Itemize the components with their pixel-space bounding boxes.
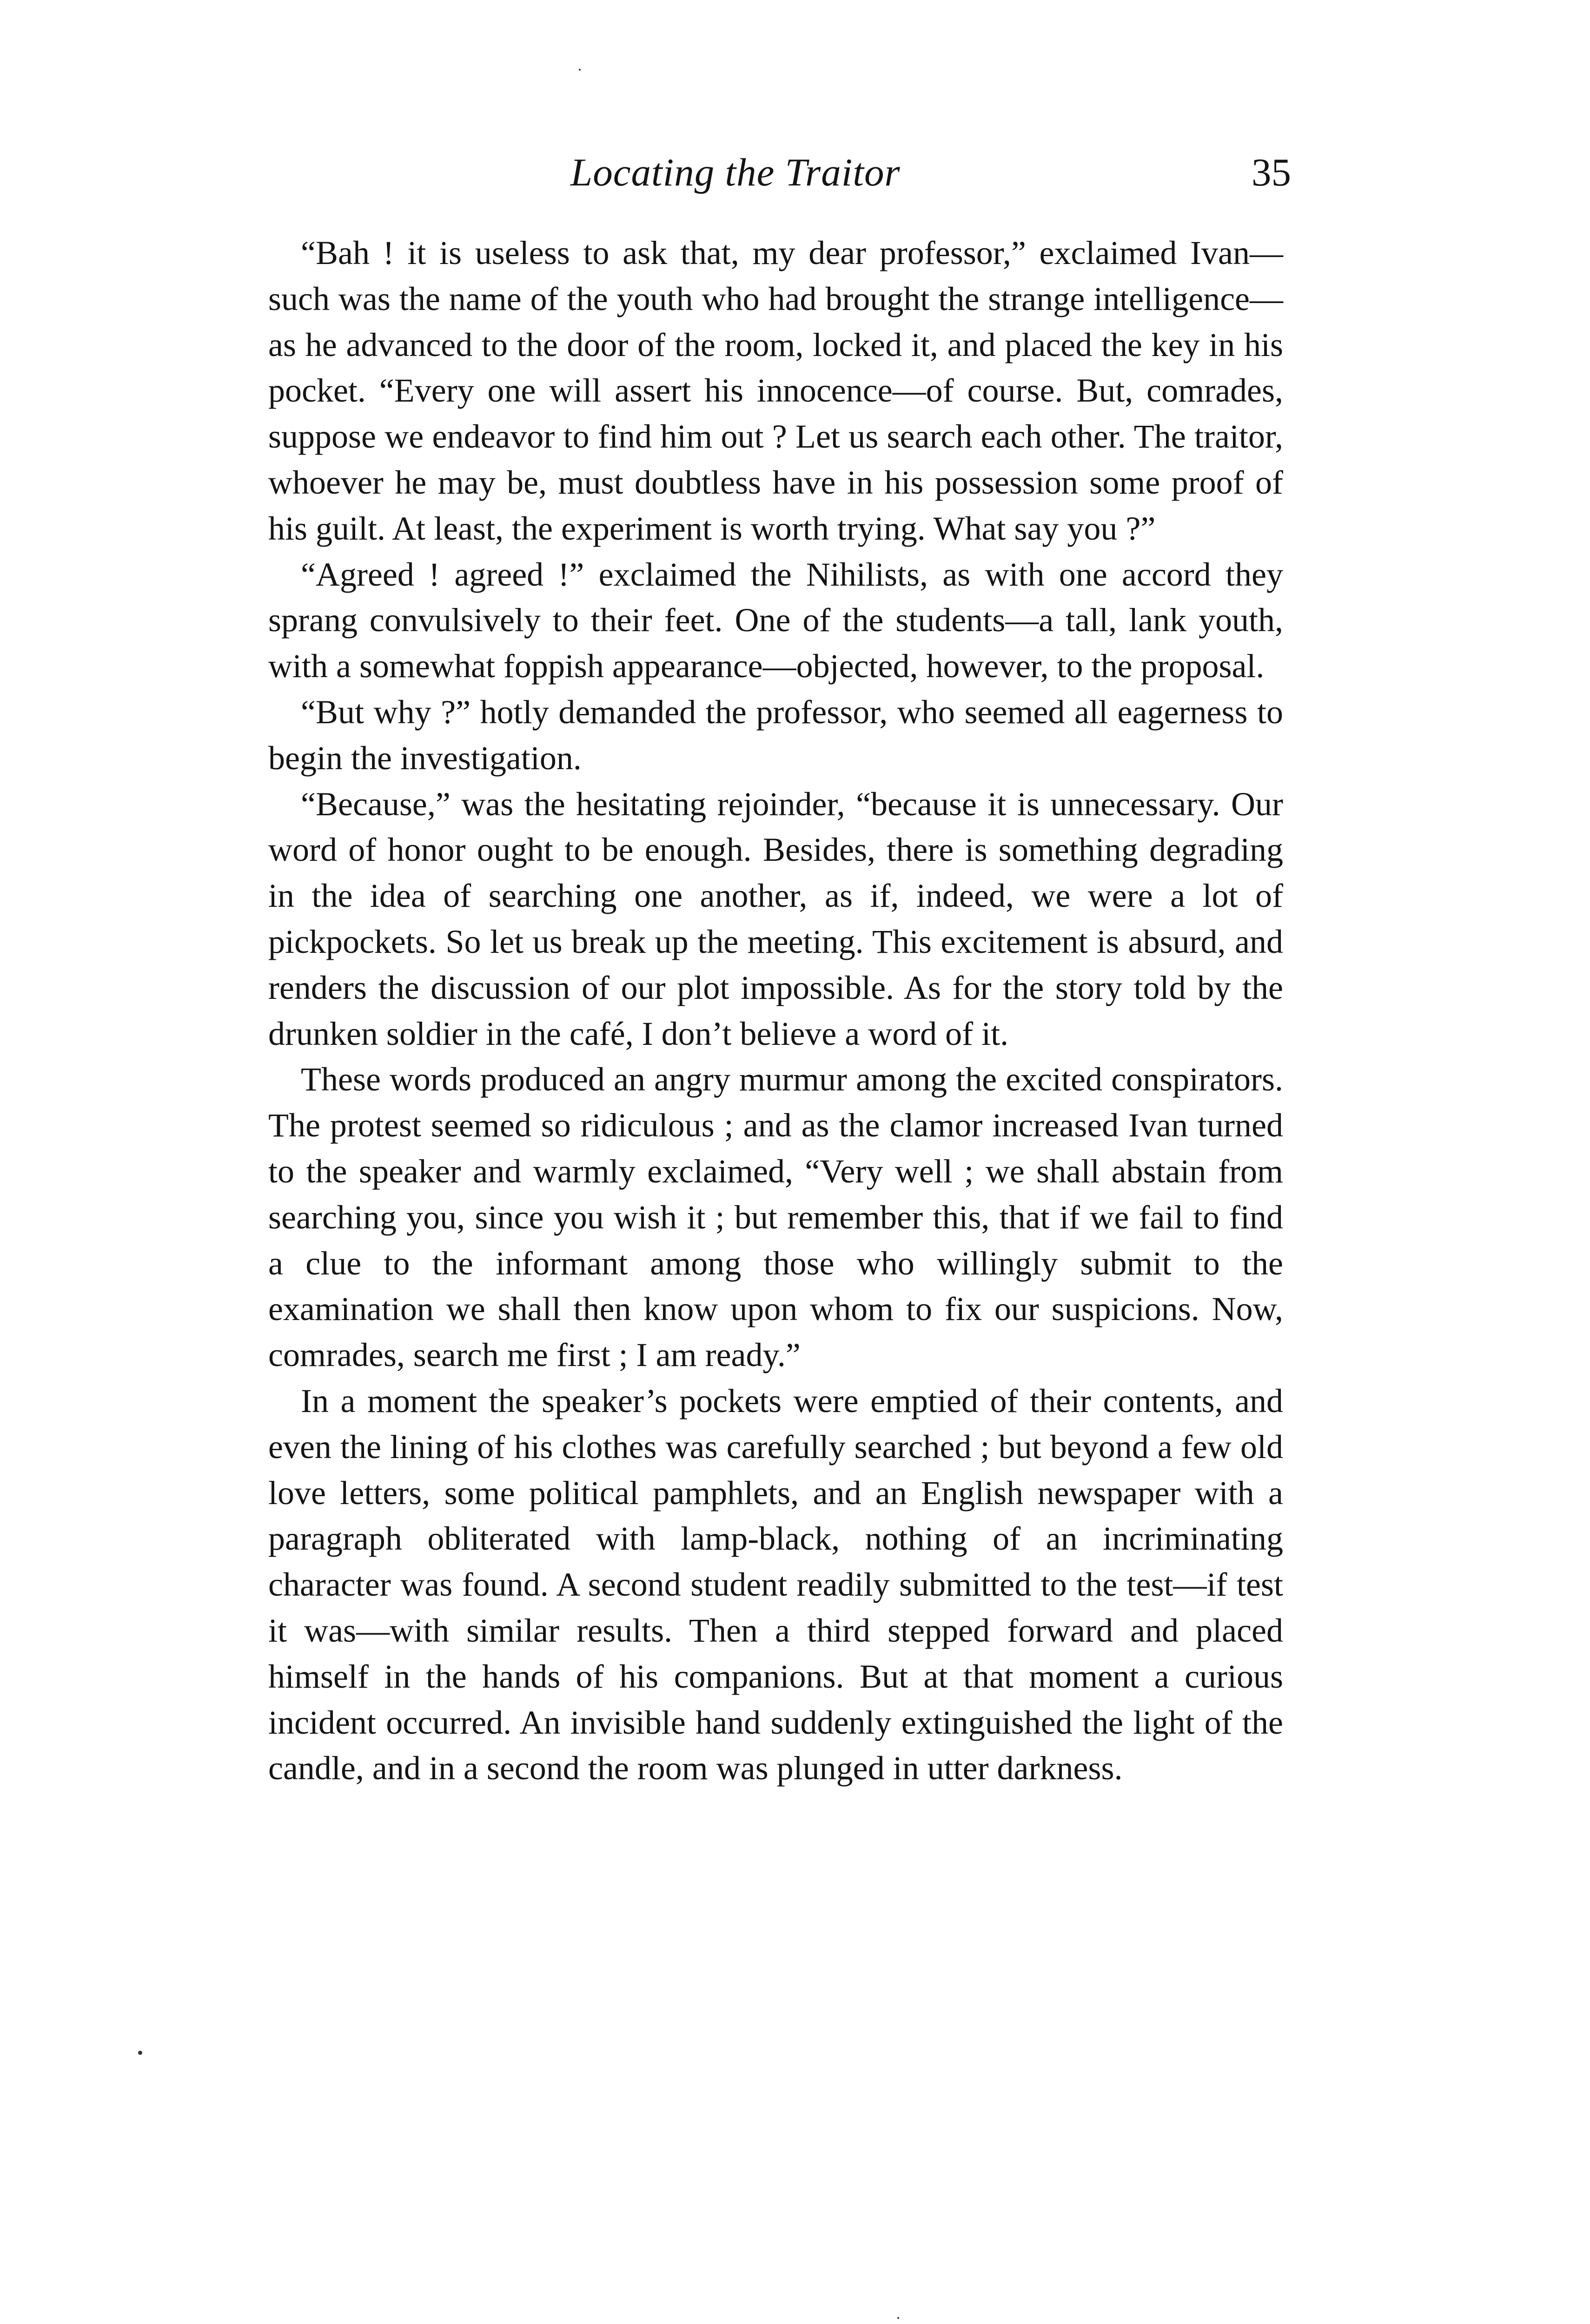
print-speck — [897, 2317, 899, 2319]
paragraph-5: These words produced an angry murmur among the excited conspirators. The protest seemed so ridiculous ; and as the clamor increased Ivan turned to the speaker and warmly exclaimed, “Very well ; we shall abstain from searching you, since you wish it ; but remember this, that if we fail to find a clue to the informant among those who willingly submit to the examination we shall then know upon whom to fix our suspicions. Now, comrades, search me first ; I am ready.” — [268, 1061, 1283, 1374]
body-text — [268, 230, 1283, 1791]
paragraph-4: “Because,” was the hesitating rejoinder, “because it is unnecessary. Our word of honor ought to be enough. Besides, there is something degrading in the idea of searching one another, as if, indeed, we were a lot of pickpockets. So let us break up the meeting. This excitement is absurd, and renders the discussion of our plot impossible. As for the story told by the drunken soldier in the café, I don’t believe a word of it. — [268, 785, 1283, 1052]
paragraph-2: “Agreed ! agreed !” exclaimed the Nihilists, as with one accord they sprang convulsively to their feet. One of the students—a tall, lank youth, with a somewhat foppish appearance—objected, however, to the proposal. — [268, 555, 1283, 685]
page-number: 35 — [1252, 151, 1291, 194]
paragraph-1: “Bah ! it is useless to ask that, my dear professor,” exclaimed Ivan—such was the name of the youth who had brought the strange intelligence—as he advanced to the door of the room, locked it, and placed the key in his pocket. “Every one will assert his innocence—of course. But, comrades, suppose we endeavor to find him out ? Let us search each other. The traitor, whoever he may be, must doubtless have in his possession some proof of his guilt. At least, the experiment is worth trying. What say you ?” — [268, 234, 1283, 547]
paragraph-6: In a moment the speaker’s pockets were emptied of their contents, and even the lining of his clothes was carefully searched ; but beyond a few old love letters, some political pamphlets, and an English newspaper with a paragraph obliterated with lamp-black, nothing of an incriminating character was found. A second student readily submitted to the test—if test it was—with similar results. Then a third stepped forward and placed himself in the hands of his companions. But at that moment a curious incident occurred. An invisible hand suddenly extinguished the light of the candle, and in a second the room was plunged in utter darkness. — [268, 1382, 1283, 1787]
running-head — [268, 139, 1291, 205]
paragraph-3: “But why ?” hotly demanded the professor, who seemed all eagerness to begin the investigation. — [268, 693, 1283, 777]
print-speck — [138, 2051, 142, 2055]
running-title: Locating the Traitor — [570, 151, 901, 194]
print-speck — [579, 69, 581, 71]
